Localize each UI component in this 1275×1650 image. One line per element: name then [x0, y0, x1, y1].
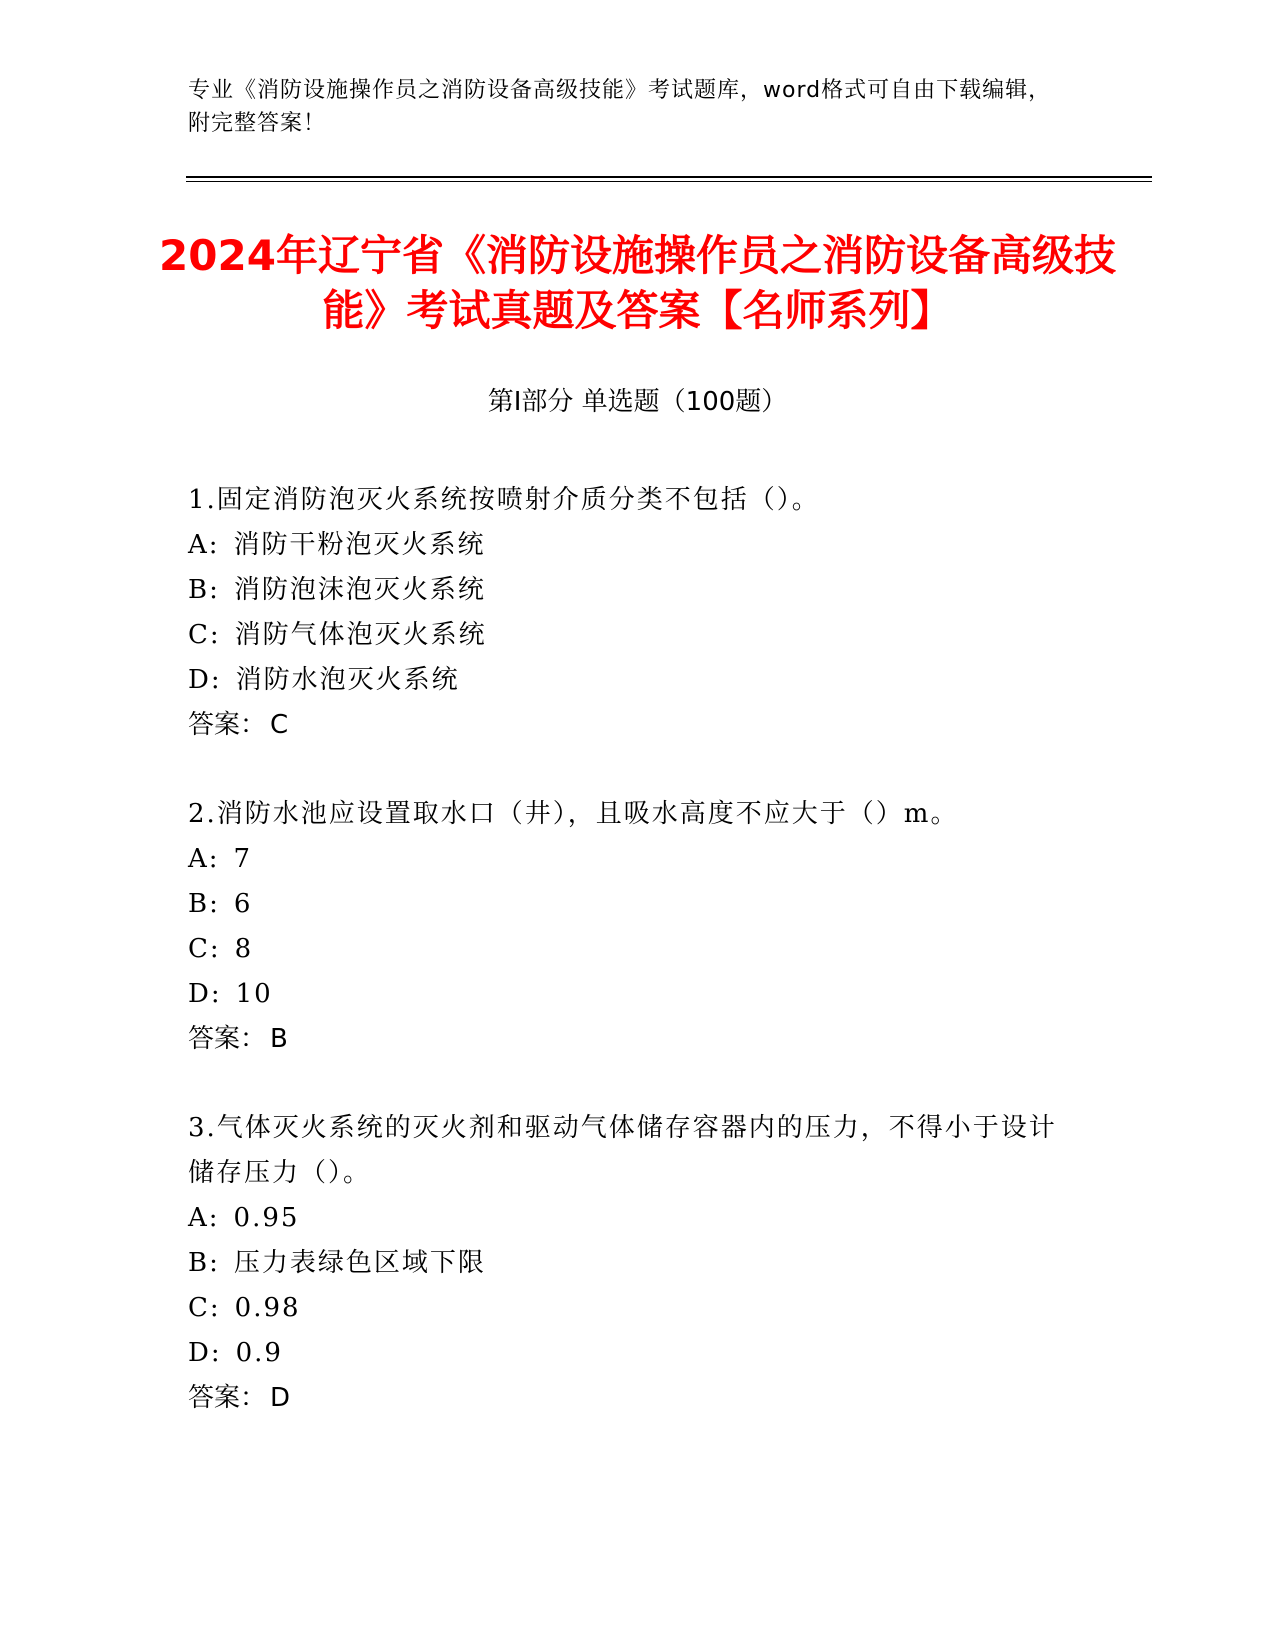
answer-label: 答案： [188, 710, 267, 740]
option-c [188, 927, 1068, 972]
option-letter: B: [188, 575, 220, 605]
answer-label: 答案： [188, 1383, 267, 1413]
option-text: 0.95 [233, 1203, 300, 1233]
option-letter: A: [188, 1203, 220, 1233]
option-letter: B: [188, 889, 220, 919]
answer-line [188, 1017, 1068, 1062]
question-stem: 1.固定消防泡灭火系统按喷射介质分类不包括（）。 [188, 485, 820, 515]
option-letter: D: [188, 979, 222, 1009]
option-letter: C: [188, 934, 221, 964]
question-list [188, 478, 1068, 1465]
question-item [188, 792, 1068, 1062]
option-c [188, 1286, 1068, 1331]
question-stem: 3.气体灭火系统的灭火剂和驱动气体储存容器内的压力，不得小于设计储存压力（）。 [188, 1113, 1057, 1188]
option-text: 7 [233, 844, 253, 874]
header-rule-thick [186, 176, 1152, 178]
question-item [188, 478, 1068, 748]
header-note: 专业《消防设施操作员之消防设备高级技能》考试题库，word格式可自由下载编辑，附完整答案！ [188, 78, 1052, 136]
option-letter: C: [188, 620, 221, 650]
option-c [188, 613, 1068, 658]
option-letter: A: [188, 530, 220, 560]
option-text: 8 [234, 934, 254, 964]
option-text: 消防干粉泡灭火系统 [233, 530, 486, 560]
answer-label: 答案： [188, 1024, 267, 1054]
option-a [188, 523, 1068, 568]
option-b [188, 1241, 1068, 1286]
option-d [188, 972, 1068, 1017]
option-text: 10 [235, 979, 273, 1009]
document-title: 2024年辽宁省《消防设施操作员之消防设备高级技能》考试真题及答案【名师系列】 [159, 231, 1116, 335]
option-b [188, 882, 1068, 927]
option-text: 消防泡沫泡灭火系统 [233, 575, 486, 605]
option-text: 压力表绿色区域下限 [233, 1248, 486, 1278]
option-letter: D: [188, 665, 222, 695]
option-letter: B: [188, 1248, 220, 1278]
option-d [188, 658, 1068, 703]
option-b [188, 568, 1068, 613]
option-a [188, 837, 1068, 882]
question-stem: 2.消防水池应设置取水口（井），且吸水高度不应大于（）m。 [188, 799, 959, 829]
option-letter: D: [188, 1338, 222, 1368]
question-item [188, 1106, 1068, 1421]
answer-value: C [270, 710, 289, 740]
answer-value: B [270, 1024, 288, 1054]
option-text: 消防气体泡灭火系统 [234, 620, 487, 650]
option-letter: C: [188, 1293, 221, 1323]
option-d [188, 1331, 1068, 1376]
answer-value: D [270, 1383, 291, 1413]
option-text: 6 [233, 889, 253, 919]
option-text: 0.98 [234, 1293, 301, 1323]
header-rule-thin [186, 181, 1152, 182]
option-text: 0.9 [235, 1338, 283, 1368]
option-a [188, 1196, 1068, 1241]
option-letter: A: [188, 844, 220, 874]
section-title: 第Ⅰ部分 单选题（100题） [487, 387, 788, 417]
option-text: 消防水泡灭火系统 [235, 665, 460, 695]
answer-line [188, 1376, 1068, 1421]
answer-line [188, 703, 1068, 748]
